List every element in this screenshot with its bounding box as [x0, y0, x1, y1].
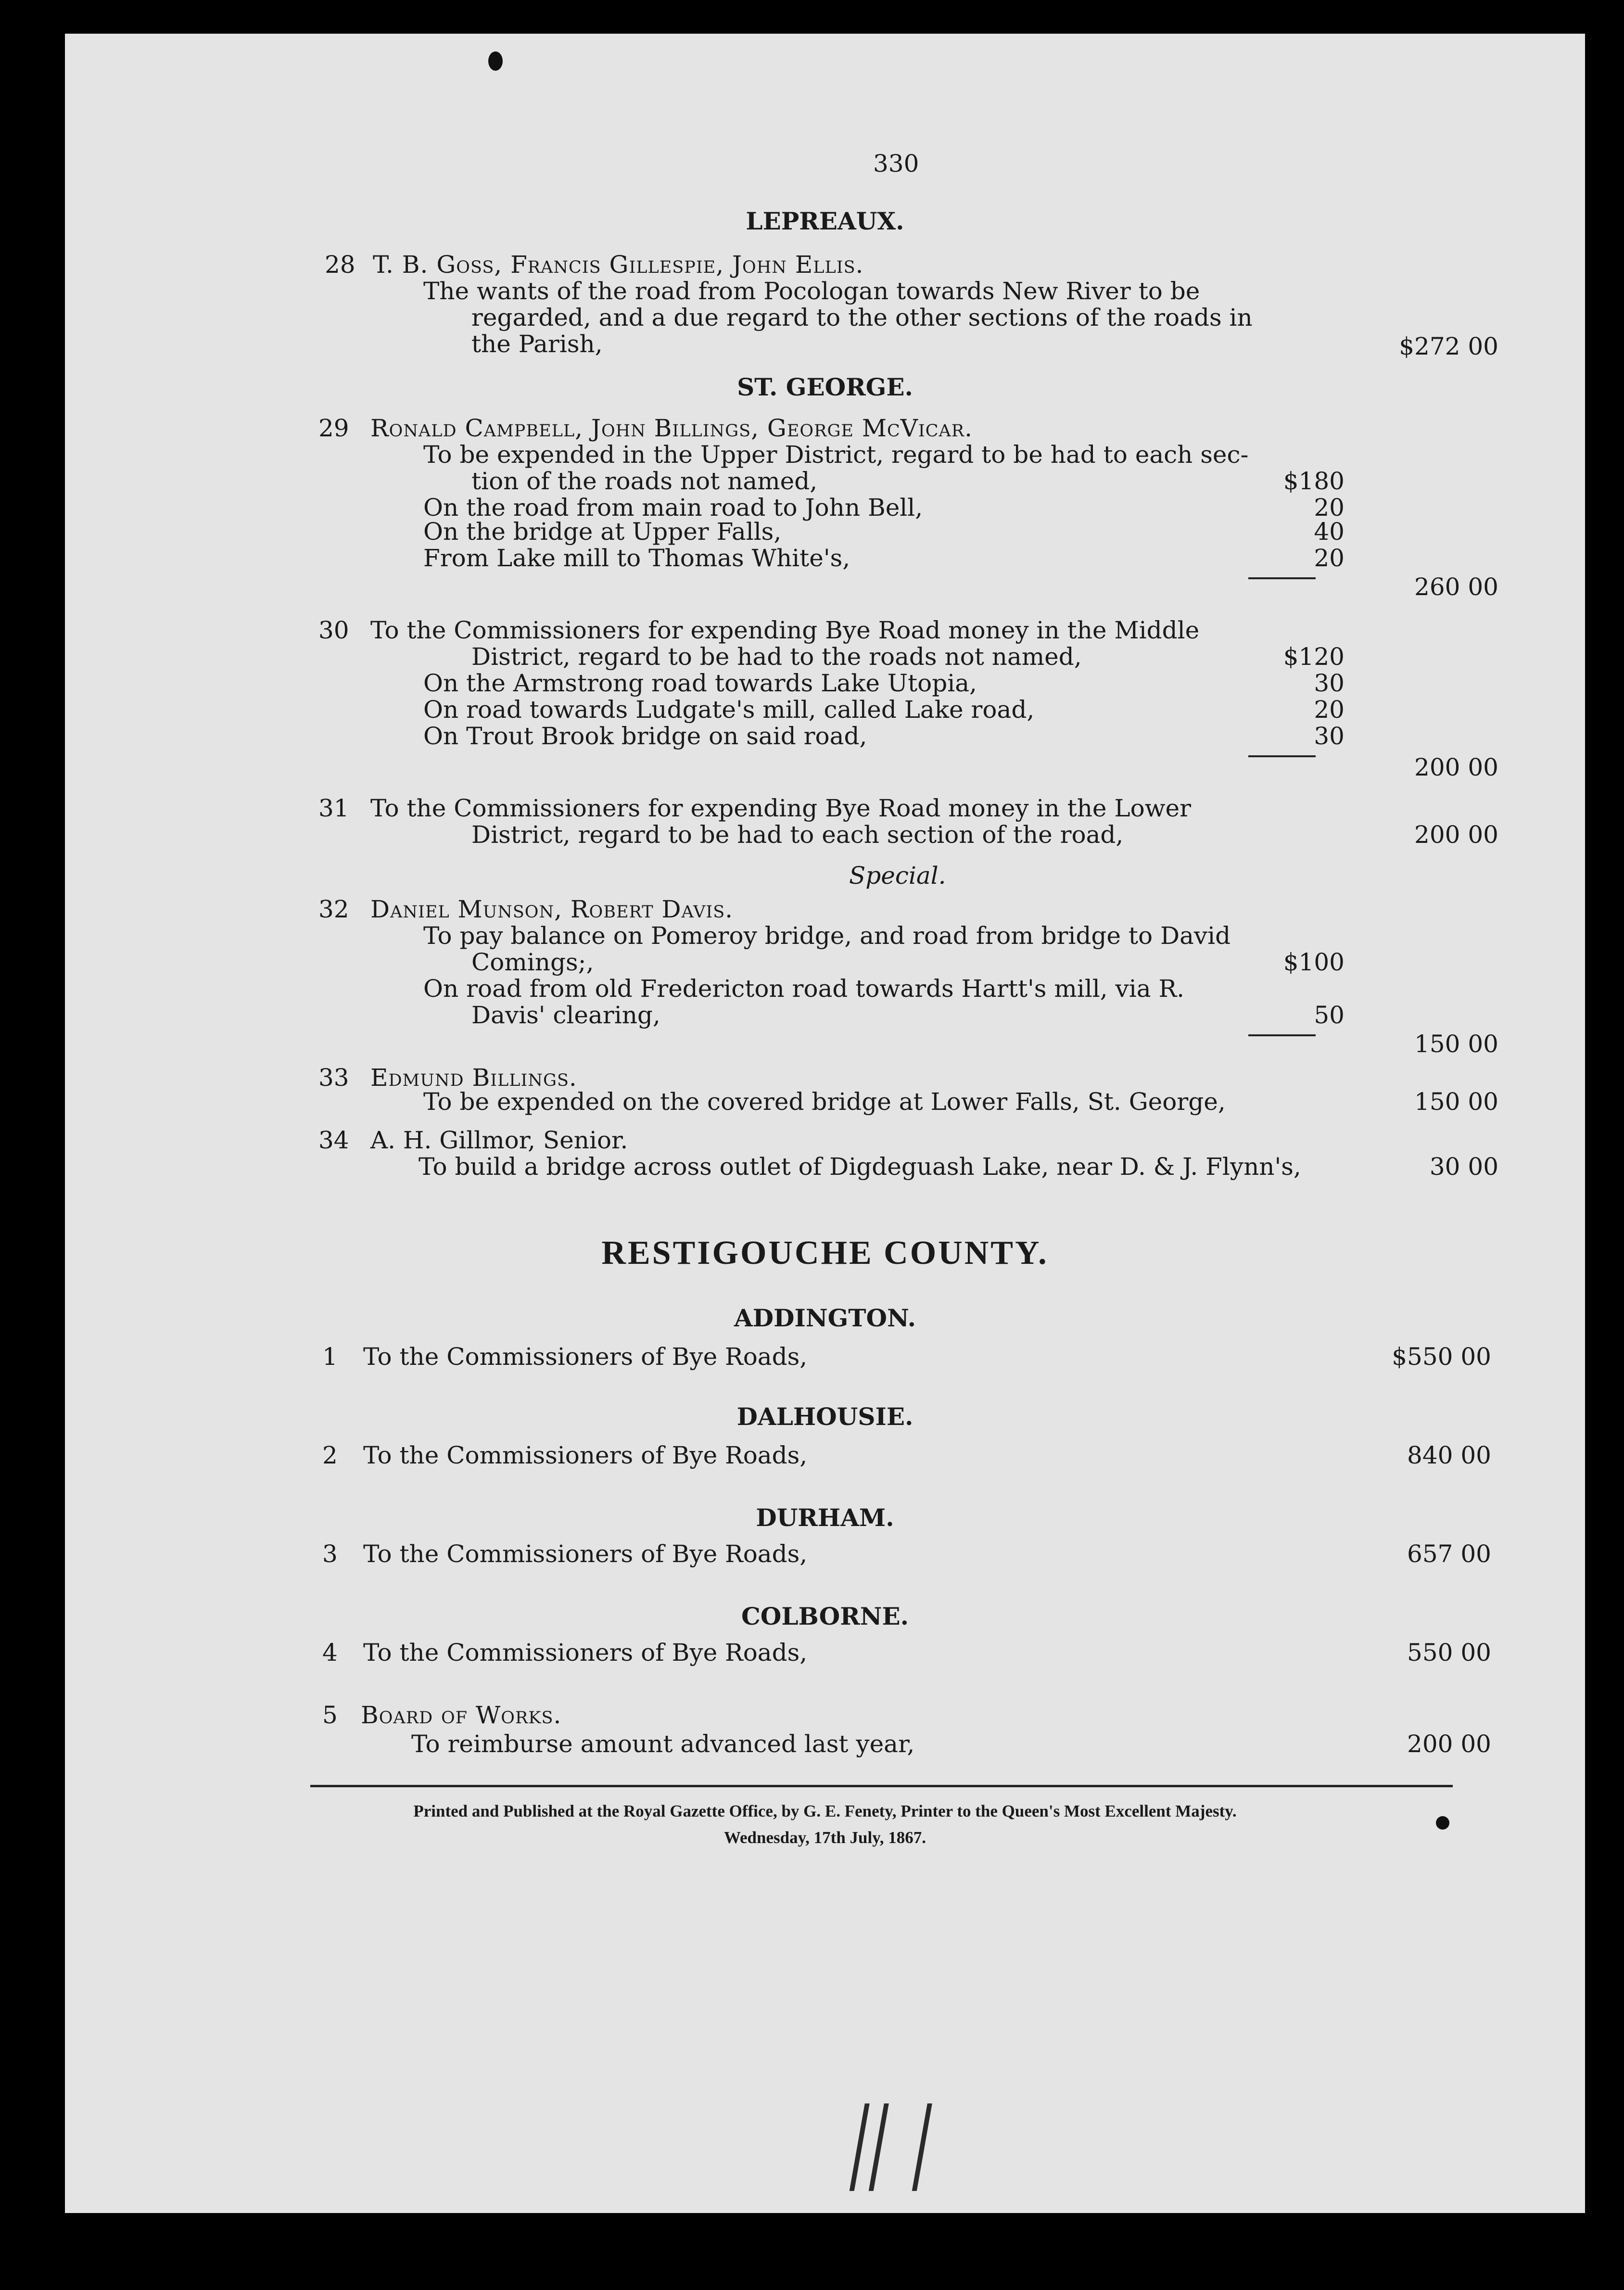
item-number: 34 [318, 1126, 349, 1154]
item-line: To be expended on the covered bridge at Lower Falls, St. George, [423, 1088, 1226, 1116]
item-line: The wants of the road from Pocologan towards New River to be [423, 277, 1200, 305]
item-amount: 20 [1314, 544, 1345, 572]
item-amount: 20 [1314, 696, 1345, 724]
item-total: 200 00 [1407, 1730, 1491, 1758]
section-title-lepreaux: LEPREAUX. [746, 207, 904, 235]
item-number: 5 [322, 1701, 338, 1729]
item-line: To pay balance on Pomeroy bridge, and road from bridge to David [423, 922, 1231, 950]
item-total: 657 00 [1407, 1540, 1491, 1568]
printer-imprint: Printed and Published at the Royal Gazette Office, by G. E. Fenety, Printer to the Queen's Most Excellent Majesty. [413, 1802, 1237, 1820]
item-names: A. H. Gillmor, Senior. [370, 1126, 628, 1154]
item-line: To the Commissioners for expending Bye Road money in the Middle [370, 616, 1200, 644]
item-number: 3 [322, 1540, 338, 1568]
item-line: District, regard to be had to each section of the road, [471, 821, 1124, 849]
subtotal-rule [1248, 577, 1316, 579]
item-total: $272 00 [1399, 332, 1498, 360]
item-amount: 20 [1314, 494, 1345, 522]
item-total: $550 00 [1392, 1343, 1491, 1371]
item-line: On the bridge at Upper Falls, [423, 518, 782, 546]
ink-spot [1436, 1816, 1449, 1830]
item-line: tion of the roads not named, [471, 467, 818, 495]
footer-rule [310, 1785, 1453, 1787]
item-line: On road from old Fredericton road towards Hartt's mill, via R. [423, 975, 1185, 1003]
item-total: 260 00 [1414, 573, 1498, 601]
item-amount: $120 [1283, 643, 1345, 671]
item-amount: 30 [1314, 722, 1345, 750]
item-names: Ronald Campbell, John Billings, George McVicar. [370, 414, 973, 442]
item-line: On Trout Brook bridge on said road, [423, 722, 867, 750]
item-line: regarded, and a due regard to the other sections of the roads in [471, 304, 1253, 331]
section-title-durham: DURHAM. [756, 1503, 894, 1532]
item-names: T. B. Goss, Francis Gillespie, John Ellis. [373, 251, 864, 279]
item-total: 550 00 [1407, 1639, 1491, 1667]
item-line: To build a bridge across outlet of Digdeguash Lake, near D. & J. Flynn's, [419, 1153, 1301, 1181]
item-amount: 50 [1314, 1001, 1345, 1029]
item-line: Comings;, [471, 948, 594, 976]
item-number: 4 [322, 1639, 338, 1667]
item-total: 150 00 [1414, 1030, 1498, 1058]
item-total: 200 00 [1414, 821, 1498, 849]
item-line: Davis' clearing, [471, 1001, 660, 1029]
item-total: 150 00 [1414, 1088, 1498, 1116]
subtotal-rule [1248, 1034, 1316, 1036]
item-number: 32 [318, 895, 349, 923]
item-line: To the Commissioners of Bye Roads, [363, 1343, 808, 1371]
item-total: 200 00 [1414, 753, 1498, 781]
section-title-dalhousie: DALHOUSIE. [736, 1402, 914, 1431]
section-title-colborne: COLBORNE. [741, 1602, 909, 1630]
special-heading: Special. [849, 862, 946, 890]
county-title: RESTIGOUCHE COUNTY. [601, 1234, 1049, 1272]
item-number: 1 [322, 1343, 338, 1371]
item-line: To be expended in the Upper District, regard to be had to each sec- [423, 441, 1249, 469]
punch-hole [488, 51, 503, 71]
item-amount: $180 [1283, 467, 1345, 495]
section-title-st-george: ST. GEORGE. [737, 373, 913, 401]
item-total: 30 00 [1429, 1153, 1498, 1181]
item-line: To reimburse amount advanced last year, [411, 1730, 915, 1758]
item-number: 30 [318, 616, 349, 644]
item-number: 28 [325, 251, 355, 279]
item-number: 2 [322, 1441, 338, 1469]
item-number: 33 [318, 1064, 349, 1092]
item-number: 31 [318, 794, 349, 822]
item-total: 840 00 [1407, 1441, 1491, 1469]
item-line: On the road from main road to John Bell, [423, 494, 923, 522]
item-names: Edmund Billings. [370, 1064, 577, 1092]
item-amount: $100 [1283, 948, 1345, 976]
item-names: Daniel Munson, Robert Davis. [370, 895, 734, 923]
item-line: To the Commissioners of Bye Roads, [363, 1540, 808, 1568]
item-line: To the Commissioners of Bye Roads, [363, 1639, 808, 1667]
document-page [65, 34, 1585, 2213]
item-line: District, regard to be had to the roads not named, [471, 643, 1082, 671]
item-line: the Parish, [471, 330, 603, 358]
item-amount: 40 [1314, 518, 1345, 546]
subtotal-rule [1248, 755, 1316, 757]
item-line: To the Commissioners for expending Bye Road money in the Lower [370, 794, 1192, 822]
publication-date: Wednesday, 17th July, 1867. [723, 1828, 926, 1847]
item-line: On the Armstrong road towards Lake Utopia, [423, 669, 977, 697]
item-line: From Lake mill to Thomas White's, [423, 544, 850, 572]
item-names: Board of Works. [361, 1701, 562, 1729]
section-title-addington: ADDINGTON. [734, 1304, 916, 1332]
item-number: 29 [318, 414, 349, 442]
handwritten-mark: || | [842, 2085, 943, 2191]
item-line: To the Commissioners of Bye Roads, [363, 1441, 808, 1469]
item-line: On road towards Ludgate's mill, called Lake road, [423, 696, 1035, 724]
page-number: 330 [873, 150, 919, 178]
item-amount: 30 [1314, 669, 1345, 697]
